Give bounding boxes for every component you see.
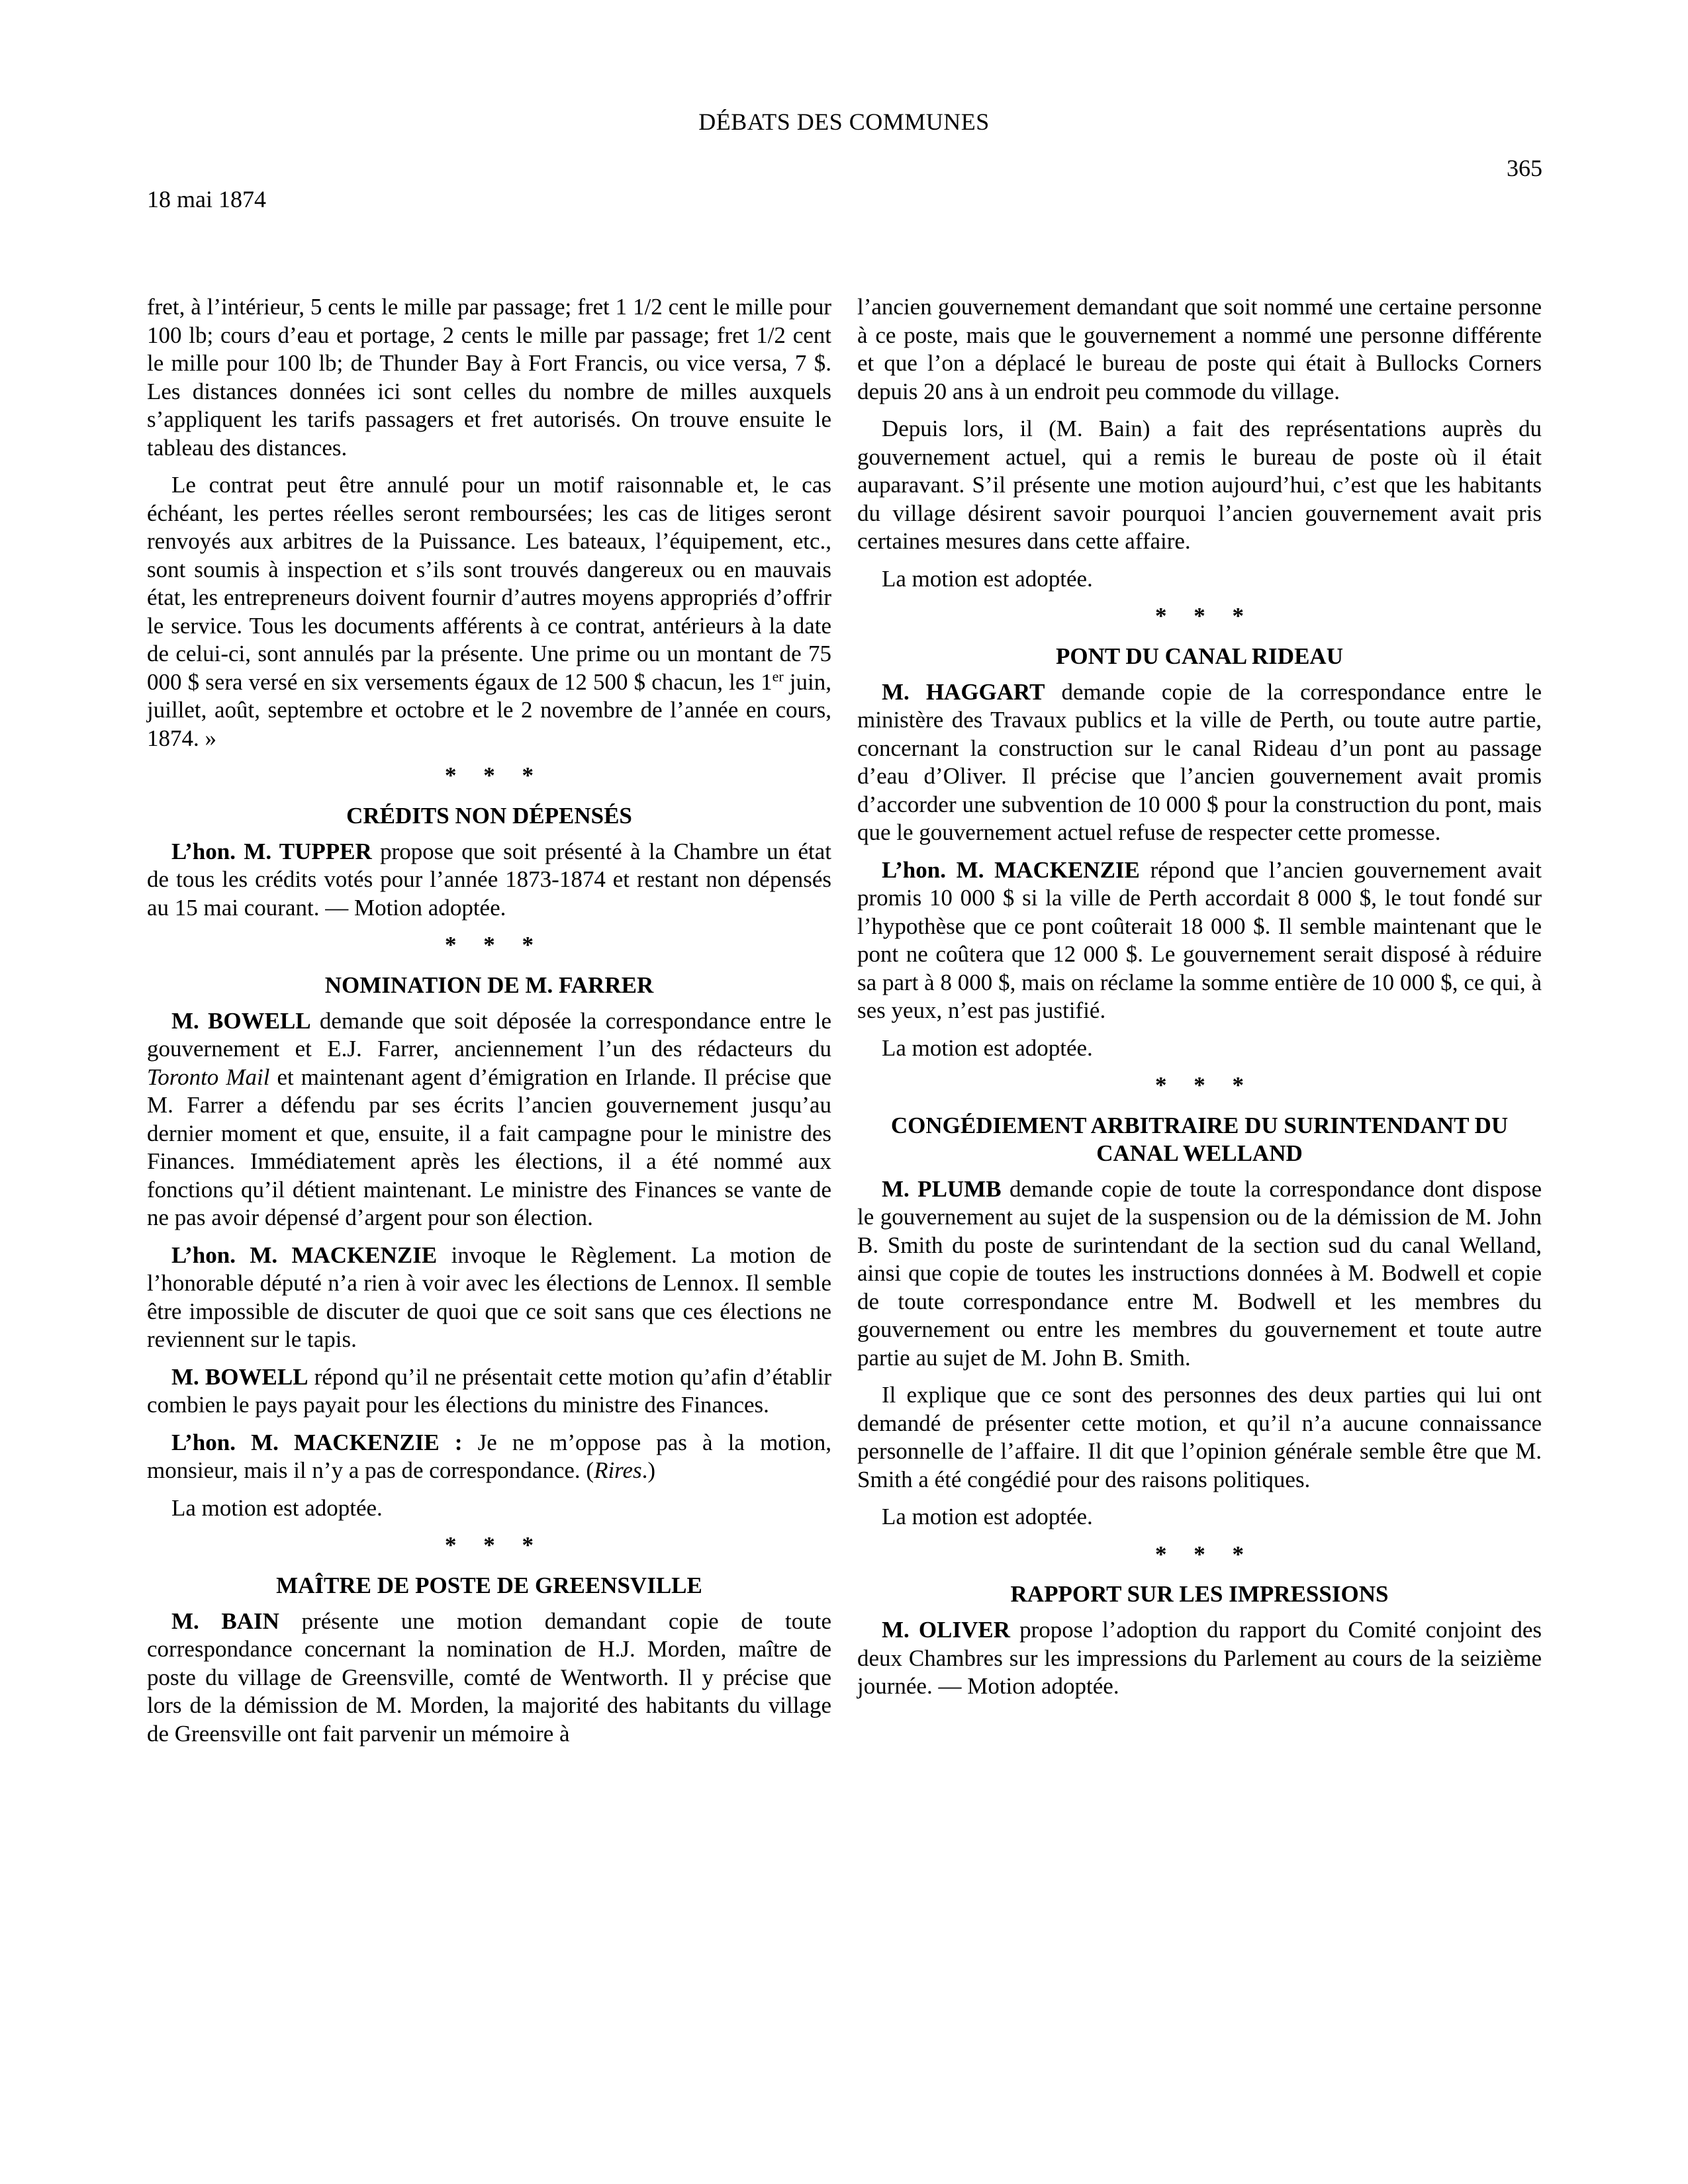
paragraph: La motion est adoptée. [882,1034,1093,1061]
section-separator: * * * [445,932,544,958]
section-heading: RAPPORT SUR LES IMPRESSIONS [1010,1581,1389,1607]
superscript: er [772,667,784,684]
speaker-name: L’hon. M. MACKENZIE : [171,1429,463,1455]
paragraph-text: présente une motion demandant copie de toute correspondance concernant la nomination de H.J. Morden, maître de poste du village de Greensville, comté de Wentworth. Il y précise que lors de la démission de M. Morden, la majorité des habitants du village de Greensville ont fait parvenir un mémoire à [147,1608,831,1747]
page-date: 18 mai 1874 [147,186,266,212]
paragraph-text: et maintenant agent d’émigration en Irlande. Il précise que M. Farrer a défendu par ses écrits l’ancien gouvernement jusqu’au dernier moment et que, ensuite, il a fait campagne pour le ministre des Finances. Immédiatement après les élections, il a été nommé aux fonctions qu’il détient maintenant. Le ministre des Finances se vante de ne pas avoir dépensé d’argent pour son élection. [147,1064,831,1230]
paragraph [147,1363,831,1420]
paragraph [857,1175,1542,1373]
paragraph [147,471,831,752]
paragraph [857,856,1542,1025]
paragraph-text: invoque le Règlement. La motion de l’honorable député n’a rien à voir avec les élections de Lennox. Il semble être impossible de discuter de quoi que ce soit sans que ces élections ne reviennent sur le tapis. [147,1242,831,1352]
paragraph [857,678,1542,847]
paragraph [857,1616,1542,1701]
paragraph: Depuis lors, il (M. Bain) a fait des représentations auprès du gouvernement actuel, qui a remis le bureau de poste où il était auparavant. S’il présente une motion aujourd’hui, c’est que les habitants du village désirent savoir pourquoi l’ancien gouvernement avait pris certaines mesures dans cette affaire. [857,416,1542,554]
paragraph: Il explique que ce sont des personnes des deux parties qui lui ont demandé de présenter cette motion, et qu’il n’a aucune connaissance personnelle de l’affaire. Il dit que l’opinion générale semble être que M. Smith a été congédié pour des raisons politiques. [857,1382,1542,1492]
speaker-name: M. OLIVER [882,1617,1010,1643]
right-column [857,293,1542,1710]
paragraph-text: propose que soit présenté à la Chambre un état de tous les crédits votés pour l’année 1873-1874 et restant non dépensés au 15 mai courant. — Motion adoptée. [147,838,832,921]
section-separator: * * * [445,762,544,788]
paragraph-text: demande copie de la correspondance entre le ministère des Travaux publics et la ville de Perth, ou toute autre partie, concernant la construction sur le canal Rideau d’un pont au passage d’eau d’Oliver. Il précise que l’ancien gouvernement avait promis d’accorder une subvention de 10 000 $ pour la construction du pont, mais que le gouvernement actuel refuse de respecter cette promesse. [857,678,1542,845]
section-heading: NOMINATION DE M. FARRER [324,972,654,998]
paragraph-text: demande copie de toute la correspondance dont dispose le gouvernement au sujet de la suspension ou de la démission de M. John B. Smith du poste de surintendant de la section sud du canal Welland, ainsi que copie de toutes les instructions données à M. Bodwell et copie de toute correspondance entre M. Bodwell et les membres du gouvernement ou entre les membres du gouvernement et toute autre partie au sujet de M. John B. Smith. [857,1175,1542,1371]
section-separator: * * * [1155,1072,1254,1098]
speaker-name: L’hon. M. MACKENZIE [882,856,1140,883]
paragraph: l’ancien gouvernement demandant que soit nommé une certaine personne à ce poste, mais que le gouvernement a nommé une personne différente et que l’on a déplacé le bureau de poste qui était à Bullocks Corners depuis 20 ans à un endroit peu commode du village. [857,294,1542,404]
paragraph [147,1429,831,1485]
paragraph: La motion est adoptée. [171,1494,383,1521]
paragraph-text: Je ne m’oppose pas à la motion, monsieur, mais il n’y a pas de correspondance. ( [147,1429,831,1483]
speaker-name: M. BOWELL [171,1363,308,1390]
paragraph [147,1608,831,1749]
section-heading: PONT DU CANAL RIDEAU [1056,643,1343,669]
section-separator: * * * [445,1532,544,1558]
section-heading: MAÎTRE DE POSTE DE GREENSVILLE [276,1572,702,1598]
speaker-name: M. BOWELL [171,1007,311,1034]
paragraph-text: .) [641,1457,656,1483]
paragraph: La motion est adoptée. [882,565,1093,592]
paragraph-text: répond qu’il ne présentait cette motion qu’afin d’établir combien le pays payait pour les élections du ministre des Finances. [147,1363,831,1418]
speaker-name: M. BAIN [171,1608,279,1634]
paragraph-text: propose l’adoption du rapport du Comité conjoint des deux Chambres sur les impressions du Parlement au cours de la seizième journée. — Motion adoptée. [857,1617,1542,1699]
paragraph [147,1242,831,1354]
italic-text: Toronto Mail [147,1064,270,1090]
italic-text: Rires [594,1457,642,1483]
paragraph-text: répond que l’ancien gouvernement avait promis 10 000 $ si la ville de Perth accordait 8 000 $, le tout fondé sur l’hypothèse que ce pont coûterait 18 000 $. Il semble maintenant que le pont ne coûtera que 12 000 $. Le gouvernement serait disposé à réduire sa part à 8 000 $, mais on réclame la somme entière de 10 000 $, ce qui, à ses yeux, n’est pas justifié. [857,856,1542,1023]
speaker-name: M. PLUMB [882,1175,1002,1202]
paragraph [147,838,831,923]
paragraph: La motion est adoptée. [882,1504,1093,1529]
page-number: 365 [1507,155,1542,181]
section-separator: * * * [1155,603,1254,629]
page-header: DÉBATS DES COMMUNES [698,109,990,135]
paragraph: fret, à l’intérieur, 5 cents le mille par passage; fret 1 1/2 cent le mille pour 100 lb; cours d’eau et portage, 2 cents le mille par passage; fret 1/2 cent le mille pour 100 lb; de Thunder Bay à Fort Francis, ou vice versa, 7 $. Les distances données ici sont celles du nombre de milles auxquels s’appliquent les tarifs passagers et fret autorisés. On trouve ensuite le tableau des distances. [147,294,831,461]
speaker-name: L’hon. M. TUPPER [171,838,372,864]
paragraph-text: demande que soit déposée la correspondance entre le gouvernement et E.J. Farrer, anciennement l’un des rédacteurs du [147,1007,831,1062]
section-heading: CONGÉDIEMENT ARBITRAIRE DU SURINTENDANT DU CANAL WELLAND [890,1112,1509,1166]
speaker-name: L’hon. M. MACKENZIE [171,1242,438,1268]
left-column [147,293,831,1757]
speaker-name: M. HAGGART [882,678,1045,705]
paragraph-text: juin, juillet, août, septembre et octobre et le 2 novembre de l’année en cours, 1874. » [147,668,832,751]
paragraph-text: Le contrat peut être annulé pour un motif raisonnable et, le cas échéant, les pertes réelles seront remboursées; les cas de litiges seront renvoyés aux arbitres de la Puissance. Les bateaux, l’équipement, etc., sont soumis à inspection et s’ils sont trouvés dangereux ou en mauvais état, les entrepreneurs doivent fournir d’autres moyens appropriés d’offrir le service. Tous les documents afférents à ce contrat, antérieurs à la date de celui-ci, sont annulés par la présente. Une prime ou un montant de 75 000 $ sera versé en six versements égaux de 12 500 $ chacun, les 1 [147,472,831,695]
paragraph [147,1007,831,1232]
section-heading: CRÉDITS NON DÉPENSÉS [346,802,632,829]
section-separator: * * * [1155,1541,1254,1567]
